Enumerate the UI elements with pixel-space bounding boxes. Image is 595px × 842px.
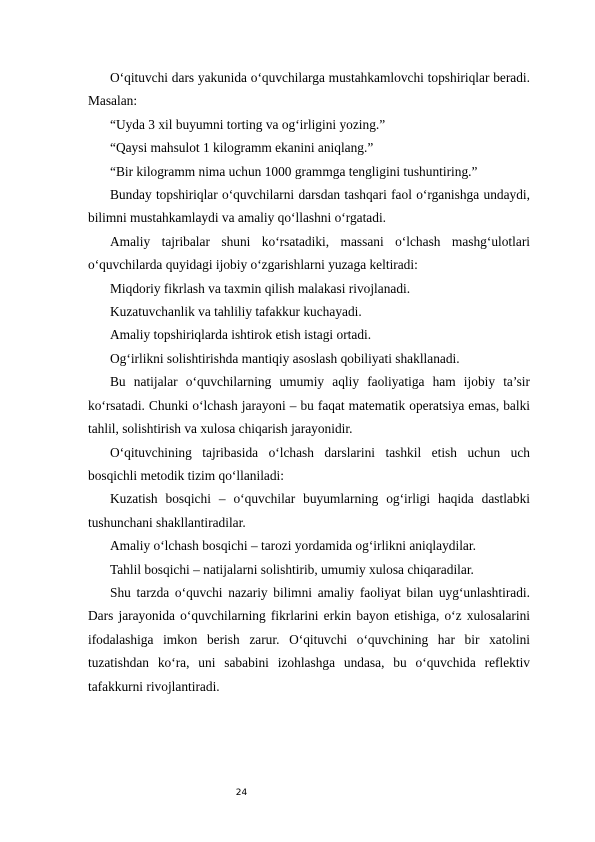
paragraph-15: Tahlil bosqichi – natijalarni solishtirib, umumiy xulosa chiqaradilar.	[110, 561, 474, 577]
paragraph-5: Bunday topshiriqlar o‘quvchilarni darsdan tashqari faol o‘rganishga undaydi, bilimni mustahkamlaydi va amaliy qo‘llashni o‘rgatadi.	[88, 187, 530, 226]
paragraph-2: “Uyda 3 xil buyumni torting va og‘irligini yozing.”	[110, 116, 386, 132]
paragraph-11: Bu natijalar o‘quvchilarning umumiy aqliy faoliyatiga ham ijobiy ta’sir ko‘rsatadi. Chunki o‘lchash jarayoni – bu faqat matematik operatsiya emas, balki tahlil, solishtirish va xulosa chiqarish jarayonidir.	[88, 374, 530, 437]
paragraph-3: “Qaysi mahsulot 1 kilogramm ekanini aniqlang.”	[110, 140, 374, 156]
paragraph-7: Miqdoriy fikrlash va taxmin qilish malakasi rivojlanadi.	[110, 280, 411, 296]
page-number	[0, 788, 595, 798]
paragraph-10: Og‘irlikni solishtirishda mantiqiy asoslash qobiliyati shakllanadi.	[110, 350, 460, 366]
paragraph-14: Amaliy o‘lchash bosqichi – tarozi yordamida og‘irlikni aniqlaydilar.	[110, 538, 476, 554]
paragraph-6: Amaliy tajribalar shuni ko‘rsatadiki, massani o‘lchash mashg‘ulotlari o‘quvchilarda quyidagi ijobiy o‘zgarishlarni yuzaga keltiradi:	[88, 233, 530, 273]
paragraph-13: Kuzatish bosqichi – o‘quvchilar buyumlarning og‘irligi haqida dastlabki tushunchani shakllantiradilar.	[88, 491, 530, 530]
paragraph-8: Kuzatuvchanlik va tahliliy tafakkur kuchayadi.	[110, 304, 362, 320]
document-body	[88, 66, 530, 698]
paragraph-4: “Bir kilogramm nima uchun 1000 grammga tengligini tushuntiring.”	[110, 163, 478, 179]
paragraph-16: Shu tarzda o‘quvchi nazariy bilimni amaliy faoliyat bilan uyg‘unlashtiradi. Dars jarayonida o‘quvchilarning fikrlarini erkin bayon etishiga, o‘z xulosalarini ifodalashiga imkon berish zarur. O‘qituvchi o‘quvchining har bir xatolini tuzatishdan ko‘ra, uni sababini izohlashga undasa, bu o‘quvchida reflektiv tafakkurni rivojlantiradi.	[88, 584, 530, 694]
paragraph-1: O‘qituvchi dars yakunida o‘quvchilarga mustahkamlovchi topshiriqlar beradi. Masalan:	[88, 70, 530, 109]
paragraph-9: Amaliy topshiriqlarda ishtirok etish istagi ortadi.	[110, 327, 372, 343]
paragraph-12: O‘qituvchining tajribasida o‘lchash darslarini tashkil etish uchun uch bosqichli metodik tizim qo‘llaniladi:	[88, 444, 530, 483]
page-number-text: 24	[235, 788, 248, 798]
